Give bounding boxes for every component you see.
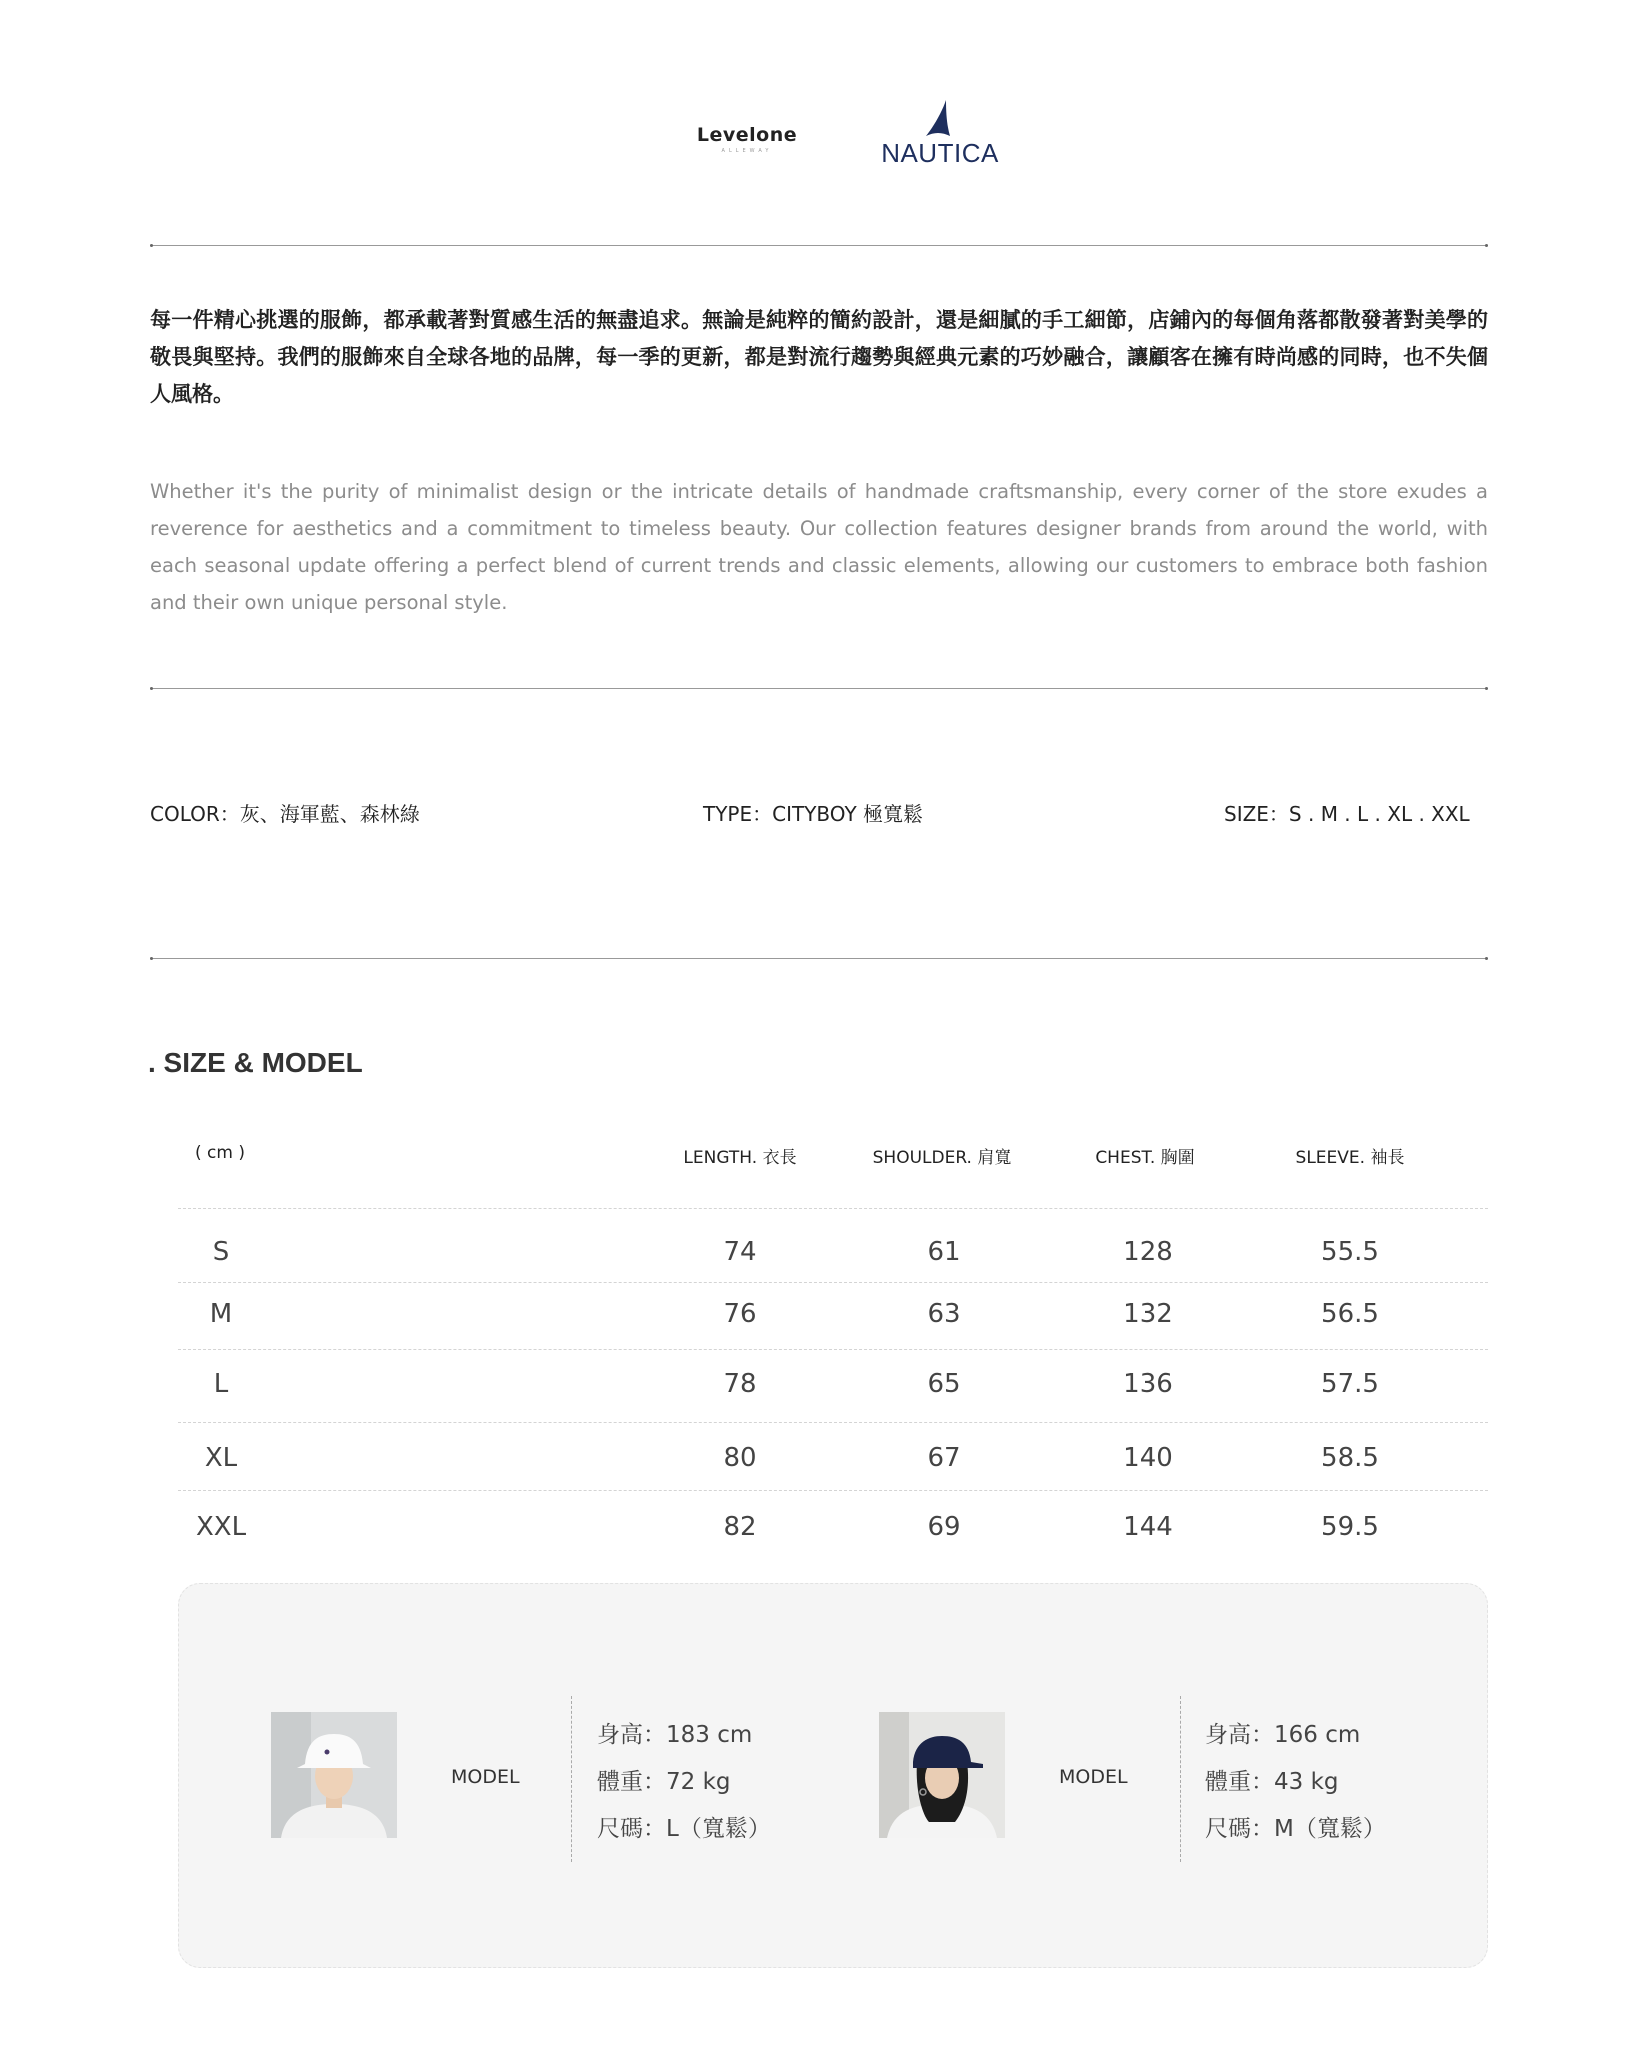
intro-english-text: Whether it's the purity of minimalist design or the intricate details of handmade craftsmanship, every corner of the store exudes a reverence for aesthetics and a commitment to timeless beauty. Our collection features designer brands from around the world, with each seasonal update offering a perfect blend of current trends and classic elements, allowing our customers to embrace both fashion and their own unique personal style.: [150, 480, 1488, 614]
model-height: 身高：166 cm: [1205, 1722, 1361, 1748]
levelone-logo-subtext: ALLEWAY: [721, 148, 773, 154]
model-info: [597, 1712, 771, 1853]
cell-size: M: [209, 1299, 233, 1329]
unit-label: ( cm ): [195, 1143, 245, 1163]
model-photo-female: [879, 1712, 1005, 1838]
cell-length: 80: [723, 1443, 757, 1473]
header-chest: CHEST. 胸圍: [1095, 1148, 1195, 1168]
model-size: 尺碼：L（寬鬆）: [597, 1816, 771, 1842]
cell-length: 76: [723, 1299, 757, 1329]
vertical-divider: [1180, 1696, 1181, 1862]
sail-icon: [920, 98, 960, 140]
levelone-logo: [692, 124, 802, 154]
cell-size: L: [213, 1369, 229, 1399]
header-shoulder: SHOULDER. 肩寬: [872, 1148, 1012, 1168]
divider: [150, 958, 1488, 959]
table-divider: [178, 1208, 1488, 1209]
nautica-logo-text: NAUTICA: [881, 138, 999, 168]
intro-chinese-text: 每一件精心挑選的服飾，都承載著對質感生活的無盡追求。無論是純粹的簡約設計，還是細膩的手工細節，店鋪內的每個角落都散發著對美學的敬畏與堅持。我們的服飾來自全球各地的品牌，每一季的更新，都是對流行趨勢與經典元素的巧妙融合，讓顧客在擁有時尚感的同時，也不失個人風格。: [150, 308, 1488, 406]
cell-chest: 132: [1123, 1299, 1173, 1329]
cell-chest: 136: [1123, 1369, 1173, 1399]
table-row: [178, 1428, 1488, 1488]
model-weight: 體重：72 kg: [597, 1769, 731, 1795]
spec-color: COLOR：灰、海軍藍、森林綠: [150, 802, 420, 826]
cell-shoulder: 67: [927, 1443, 961, 1473]
table-divider: [178, 1349, 1488, 1350]
cell-shoulder: 61: [927, 1237, 961, 1267]
cell-size: XL: [204, 1443, 238, 1473]
model-info: [1205, 1712, 1386, 1853]
model-label: MODEL: [1059, 1766, 1128, 1788]
cell-length: 74: [723, 1237, 757, 1267]
model-label: MODEL: [451, 1766, 520, 1788]
cell-length: 78: [723, 1369, 757, 1399]
model-photo-male: [271, 1712, 397, 1838]
model-size: 尺碼：M（寬鬆）: [1205, 1816, 1386, 1842]
divider: [150, 688, 1488, 689]
table-row: [178, 1497, 1488, 1557]
cell-size: XXL: [195, 1512, 247, 1542]
table-row: [178, 1284, 1488, 1344]
header-sleeve: SLEEVE. 袖長: [1295, 1148, 1405, 1168]
cell-sleeve: 55.5: [1321, 1237, 1379, 1267]
header-length: LENGTH. 衣長: [683, 1148, 797, 1168]
nautica-logo: [870, 98, 1010, 169]
model-height: 身高：183 cm: [597, 1722, 753, 1748]
levelone-logo-text: Levelone: [696, 124, 798, 146]
cell-sleeve: 57.5: [1321, 1369, 1379, 1399]
spec-size: SIZE：S . M . L . XL . XXL: [1224, 802, 1470, 826]
cell-length: 82: [723, 1512, 757, 1542]
cell-sleeve: 56.5: [1321, 1299, 1379, 1329]
cell-size: S: [212, 1237, 230, 1267]
cell-chest: 140: [1123, 1443, 1173, 1473]
vertical-divider: [571, 1696, 572, 1862]
cell-chest: 144: [1123, 1512, 1173, 1542]
table-divider: [178, 1490, 1488, 1491]
cell-shoulder: 65: [927, 1369, 961, 1399]
cell-sleeve: 59.5: [1321, 1512, 1379, 1542]
table-row: [178, 1222, 1488, 1282]
table-row: [178, 1354, 1488, 1414]
cell-shoulder: 63: [927, 1299, 961, 1329]
cell-shoulder: 69: [927, 1512, 961, 1542]
model-weight: 體重：43 kg: [1205, 1769, 1339, 1795]
spec-type: TYPE：CITYBOY 極寬鬆: [703, 802, 924, 826]
table-divider: [178, 1422, 1488, 1423]
divider: [150, 245, 1488, 246]
section-title: . SIZE & MODEL: [148, 1047, 363, 1078]
cell-chest: 128: [1123, 1237, 1173, 1267]
table-divider: [178, 1282, 1488, 1283]
cell-sleeve: 58.5: [1321, 1443, 1379, 1473]
